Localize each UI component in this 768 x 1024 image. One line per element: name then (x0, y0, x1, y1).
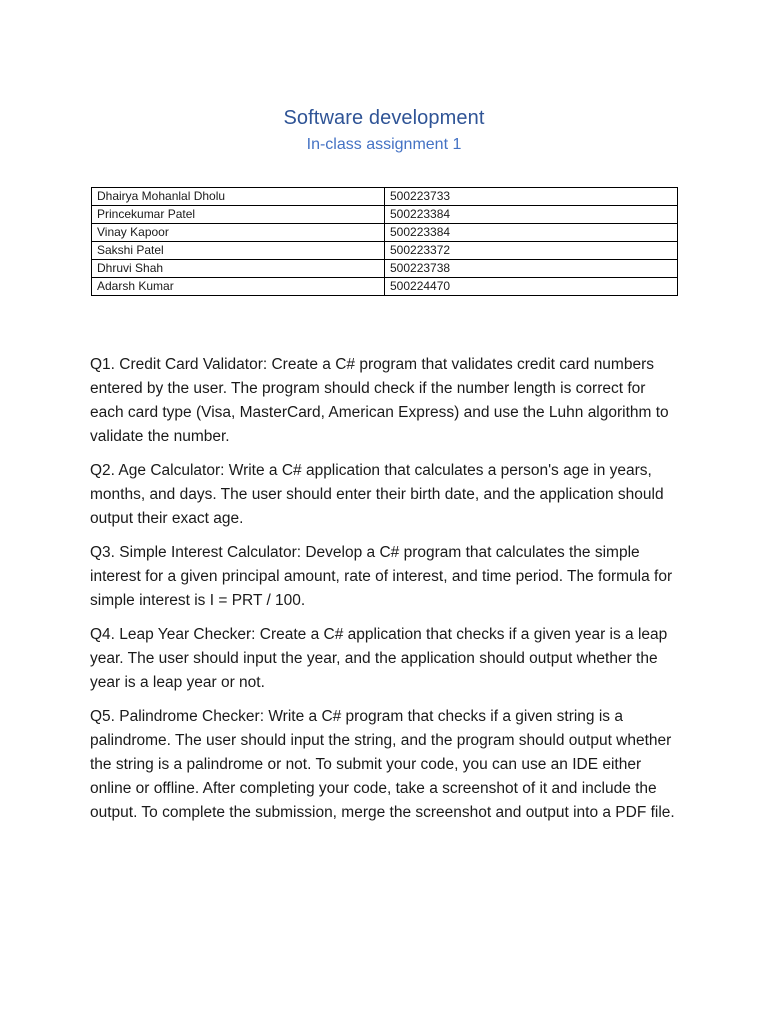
table-row (92, 278, 678, 296)
question-q1: Q1. Credit Card Validator: Create a C# program that validates credit card numbers entered by the user. The program should check if the number length is correct for each card type (Visa, MasterCard, American Express) and use the Luhn algorithm to validate the number. (90, 356, 669, 445)
table-row (92, 224, 678, 242)
question-q5: Q5. Palindrome Checker: Write a C# program that checks if a given string is a palindrome. The user should input the string, and the program should output whether the string is a palindrome or not. To submit your code, you can use an IDE either online or offline. After completing your code, take a screenshot of it and include the output. To complete the submission, merge the screenshot and output into a PDF file. (90, 708, 675, 821)
member-id: 500223384 (385, 206, 678, 224)
table-row (92, 188, 678, 206)
document-title: Software development (283, 107, 485, 129)
member-id: 500224470 (385, 278, 678, 296)
table-row (92, 206, 678, 224)
table-row (92, 260, 678, 278)
member-id: 500223384 (385, 224, 678, 242)
member-name: Vinay Kapoor (92, 224, 385, 242)
questions-section (90, 353, 682, 835)
member-id: 500223733 (385, 188, 678, 206)
member-name: Dhruvi Shah (92, 260, 385, 278)
member-name: Princekumar Patel (92, 206, 385, 224)
member-name: Adarsh Kumar (92, 278, 385, 296)
question-q2: Q2. Age Calculator: Write a C# application that calculates a person's age in years, months, and days. The user should enter their birth date, and the application should output their exact age. (90, 462, 664, 527)
member-name: Dhairya Mohanlal Dholu (92, 188, 385, 206)
member-name: Sakshi Patel (92, 242, 385, 260)
member-id: 500223372 (385, 242, 678, 260)
members-table (91, 187, 678, 296)
question-q4: Q4. Leap Year Checker: Create a C# application that checks if a given year is a leap year. The user should input the year, and the application should output whether the year is a leap year or not. (90, 626, 668, 691)
document-subtitle: In-class assignment 1 (306, 136, 462, 153)
member-id: 500223738 (385, 260, 678, 278)
question-q3: Q3. Simple Interest Calculator: Develop a C# program that calculates the simple interest for a given principal amount, rate of interest, and time period. The formula for simple interest is I = PRT / 100. (90, 544, 673, 609)
table-row (92, 242, 678, 260)
